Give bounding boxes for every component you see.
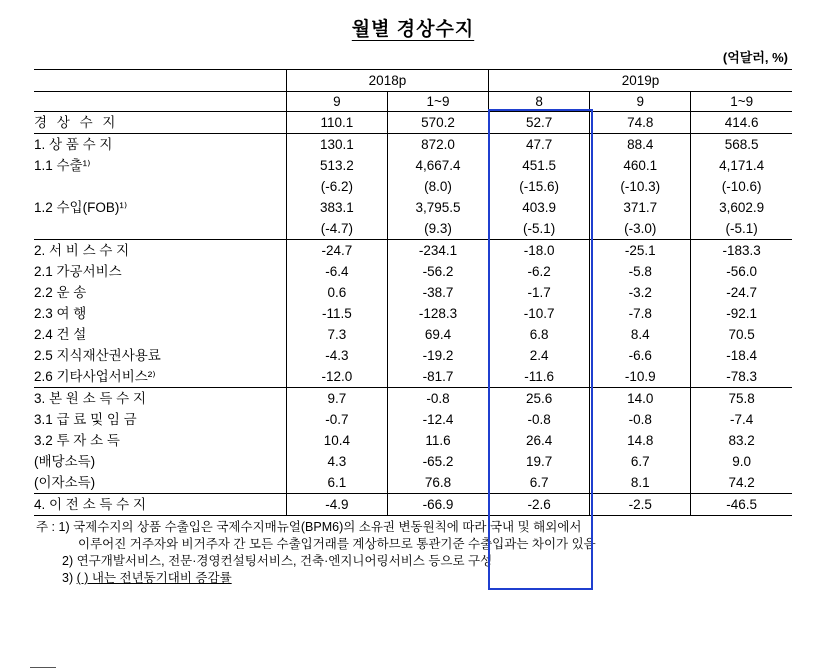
row-cell: (-15.6) (489, 176, 590, 197)
row-cell: 371.7 (590, 197, 691, 218)
row-cell: 4,667.4 (387, 155, 488, 176)
row-cell: -0.8 (387, 388, 488, 410)
row-cell: -1.7 (489, 282, 590, 303)
row-cell: 52.7 (489, 112, 590, 134)
row-label: 2.5 지식재산권사용료 (34, 348, 161, 363)
row-cell: -18.0 (489, 240, 590, 262)
row-cell: -4.9 (286, 494, 387, 516)
footnote-marker: 2) (62, 554, 74, 568)
header-col-2019-9: 9 (590, 92, 691, 112)
row-label: 2.3 여 행 (34, 306, 87, 321)
row-cell: -10.9 (590, 366, 691, 388)
row-cell: 6.7 (489, 472, 590, 494)
row-cell: -11.5 (286, 303, 387, 324)
row-cell: 47.7 (489, 134, 590, 156)
row-cell: (-4.7) (286, 218, 387, 240)
row-cell: -11.6 (489, 366, 590, 388)
footnote-line (36, 536, 792, 553)
row-cell: 130.1 (286, 134, 387, 156)
row-label: (이자소득) (34, 475, 96, 490)
row-cell: -66.9 (387, 494, 488, 516)
row-cell: -25.1 (590, 240, 691, 262)
row-label: 3.2 투 자 소 득 (34, 433, 120, 448)
row-cell: 26.4 (489, 430, 590, 451)
footnote-line (36, 570, 792, 587)
row-cell: (-3.0) (590, 218, 691, 240)
row-cell: -128.3 (387, 303, 488, 324)
header-col-2019-1-9: 1~9 (691, 92, 792, 112)
row-cell: -7.4 (691, 409, 792, 430)
row-cell: 75.8 (691, 388, 792, 410)
table-row (34, 155, 792, 176)
table-row (34, 345, 792, 366)
footnotes (34, 516, 792, 587)
row-cell: -2.6 (489, 494, 590, 516)
row-cell: 110.1 (286, 112, 387, 134)
row-cell: 6.1 (286, 472, 387, 494)
row-cell: -183.3 (691, 240, 792, 262)
table-row (34, 176, 792, 197)
row-cell: (-10.6) (691, 176, 792, 197)
row-cell: -24.7 (286, 240, 387, 262)
row-cell: 872.0 (387, 134, 488, 156)
row-cell: -6.2 (489, 261, 590, 282)
row-cell: 7.3 (286, 324, 387, 345)
row-cell: -0.8 (590, 409, 691, 430)
row-cell: 9.7 (286, 388, 387, 410)
row-cell: 383.1 (286, 197, 387, 218)
table-row (34, 218, 792, 240)
row-cell: -92.1 (691, 303, 792, 324)
table-row (34, 451, 792, 472)
footnote-text: ( ) 내는 전년동기대비 증감률 (76, 571, 232, 585)
footnote-line (36, 519, 792, 536)
row-cell: 14.0 (590, 388, 691, 410)
footnote-line (36, 553, 792, 570)
row-cell: -0.8 (489, 409, 590, 430)
row-cell: 14.8 (590, 430, 691, 451)
table-row (34, 366, 792, 388)
table-row (34, 240, 792, 262)
row-label: 2. 서 비 스 수 지 (34, 240, 286, 262)
row-cell: (-10.3) (590, 176, 691, 197)
row-cell: (-5.1) (691, 218, 792, 240)
row-cell: 0.6 (286, 282, 387, 303)
table-body (34, 112, 792, 516)
table-row (34, 197, 792, 218)
row-label: 2.2 운 송 (34, 285, 87, 300)
table-row (34, 472, 792, 494)
row-cell: -65.2 (387, 451, 488, 472)
footnote-marker: 주 : 1) (36, 520, 70, 534)
row-cell: -56.0 (691, 261, 792, 282)
row-label (34, 218, 286, 240)
row-label: 1. 상 품 수 지 (34, 134, 286, 156)
row-cell: -10.7 (489, 303, 590, 324)
row-cell: -234.1 (387, 240, 488, 262)
row-cell: 3,795.5 (387, 197, 488, 218)
row-cell: -4.3 (286, 345, 387, 366)
header-year-2019: 2019p (489, 70, 792, 92)
row-cell: 4,171.4 (691, 155, 792, 176)
row-cell: 460.1 (590, 155, 691, 176)
row-cell: 8.1 (590, 472, 691, 494)
table-row (34, 134, 792, 156)
row-cell: -12.4 (387, 409, 488, 430)
row-label: 경 상 수 지 (34, 115, 119, 130)
row-cell: -56.2 (387, 261, 488, 282)
row-label: 2.4 건 설 (34, 327, 87, 342)
row-cell: 6.7 (590, 451, 691, 472)
row-cell: 69.4 (387, 324, 488, 345)
row-cell: 10.4 (286, 430, 387, 451)
row-label: 3.1 급 료 및 임 금 (34, 412, 137, 427)
row-cell: -6.6 (590, 345, 691, 366)
row-cell: 11.6 (387, 430, 488, 451)
table-row (34, 388, 792, 410)
row-cell: 19.7 (489, 451, 590, 472)
table-row (34, 282, 792, 303)
row-cell: 6.8 (489, 324, 590, 345)
row-cell: -38.7 (387, 282, 488, 303)
row-cell: 4.3 (286, 451, 387, 472)
row-label: 2.1 가공서비스 (34, 264, 122, 279)
row-cell: -0.7 (286, 409, 387, 430)
table-row (34, 409, 792, 430)
row-cell: 403.9 (489, 197, 590, 218)
table-row (34, 430, 792, 451)
row-cell: -81.7 (387, 366, 488, 388)
table-row (34, 494, 792, 516)
row-cell: (-6.2) (286, 176, 387, 197)
table-row (34, 303, 792, 324)
row-cell: 8.4 (590, 324, 691, 345)
header-row-year (34, 70, 792, 92)
row-cell: 25.6 (489, 388, 590, 410)
table-row (34, 261, 792, 282)
row-cell: 76.8 (387, 472, 488, 494)
row-cell: 74.2 (691, 472, 792, 494)
row-cell: 9.0 (691, 451, 792, 472)
footnote-text: 국제수지의 상품 수출입은 국제수지매뉴얼(BPM6)의 소유권 변동원칙에 따라 국내 및 해외에서 (73, 520, 582, 534)
row-cell: 513.2 (286, 155, 387, 176)
table-row (34, 112, 792, 134)
balance-of-payments-table (34, 69, 792, 516)
row-label (34, 176, 286, 197)
row-cell: (8.0) (387, 176, 488, 197)
row-label: 3. 본 원 소 득 수 지 (34, 388, 286, 410)
row-cell: 414.6 (691, 112, 792, 134)
row-label: 2.6 기타사업서비스²⁾ (34, 369, 156, 384)
footnote-marker: 3) (62, 571, 74, 585)
row-cell: 83.2 (691, 430, 792, 451)
footnote-text: 연구개발서비스, 전문·경영컨설팅서비스, 건축·엔지니어링서비스 등으로 구성 (76, 554, 493, 568)
row-cell: (9.3) (387, 218, 488, 240)
row-cell: -24.7 (691, 282, 792, 303)
row-cell: 568.5 (691, 134, 792, 156)
row-label: 1.2 수입(FOB)¹⁾ (34, 200, 128, 215)
unit-note: (억달러, %) (722, 50, 788, 65)
row-label: 4. 이 전 소 득 수 지 (34, 494, 286, 516)
row-label: (배당소득) (34, 454, 96, 469)
row-cell: 70.5 (691, 324, 792, 345)
row-cell: -18.4 (691, 345, 792, 366)
row-cell: -46.5 (691, 494, 792, 516)
row-label: 1.1 수출¹⁾ (34, 158, 91, 173)
footnote-text: 이루어진 거주자와 비거주자 간 모든 수출입거래를 계상하므로 통관기준 수출입과는 차이가 있음 (78, 537, 596, 551)
header-row-period (34, 92, 792, 112)
row-cell: -12.0 (286, 366, 387, 388)
header-col-2018-9: 9 (286, 92, 387, 112)
row-cell: 570.2 (387, 112, 488, 134)
row-cell: -7.8 (590, 303, 691, 324)
table-header (34, 70, 792, 112)
row-cell: (-5.1) (489, 218, 590, 240)
row-cell: -6.4 (286, 261, 387, 282)
row-cell: -5.8 (590, 261, 691, 282)
page-title: 월별 경상수지 (351, 19, 475, 40)
header-blank-cell (34, 92, 286, 112)
row-cell: -19.2 (387, 345, 488, 366)
row-cell: 88.4 (590, 134, 691, 156)
row-cell: 3,602.9 (691, 197, 792, 218)
row-cell: -2.5 (590, 494, 691, 516)
header-corner-cell (34, 70, 286, 92)
row-cell: 74.8 (590, 112, 691, 134)
header-year-2018: 2018p (286, 70, 488, 92)
header-col-2019-8: 8 (489, 92, 590, 112)
row-cell: 2.4 (489, 345, 590, 366)
header-col-2018-1-9: 1~9 (387, 92, 488, 112)
table-row (34, 324, 792, 345)
row-cell: -3.2 (590, 282, 691, 303)
row-cell: -78.3 (691, 366, 792, 388)
page-footer-rule (30, 665, 56, 668)
row-cell: 451.5 (489, 155, 590, 176)
